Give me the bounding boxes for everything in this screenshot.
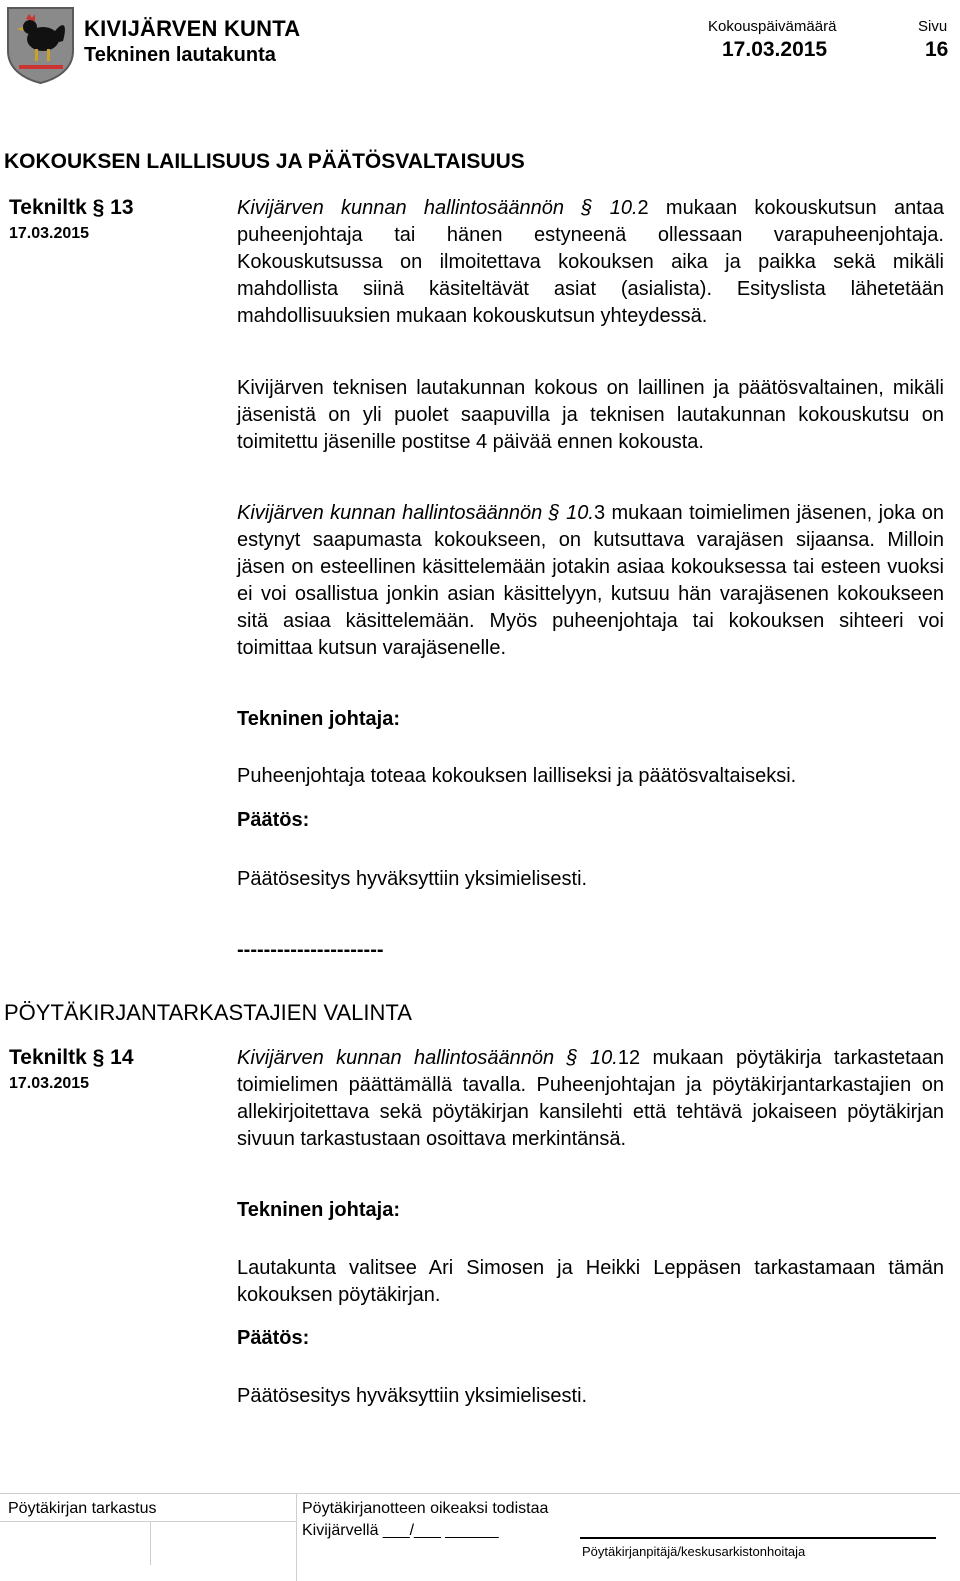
proposal-text: Lautakunta valitsee Ari Simosen ja Heikki Leppäsen tarkastamaan tämän kokouksen pöytäkirjan. (237, 1257, 944, 1306)
rule-reference: Kivijärven kunnan hallintosäännön § 10. (237, 197, 638, 219)
proposal-heading: Tekninen johtaja: (237, 708, 400, 730)
paragraph (237, 195, 944, 330)
meeting-date-value: 17.03.2015 (722, 38, 828, 61)
page-number: 16 (925, 38, 949, 61)
paragraph (237, 1045, 944, 1153)
signature-footer (0, 1493, 960, 1581)
case-date: 17.03.2015 (9, 1075, 90, 1092)
decision-text: Päätösesitys hyväksyttiin yksimielisesti. (237, 1385, 588, 1407)
page-label: Sivu (918, 18, 948, 35)
municipal-crest-logo (5, 5, 76, 85)
section-separator: ---------------------- (237, 939, 384, 961)
review-label: Pöytäkirjan tarkastus (8, 1500, 157, 1517)
rule-reference: Kivijärven kunnan hallintosäännön § 10. (237, 502, 594, 524)
decision-heading: Päätös: (237, 809, 310, 831)
rule-reference: Kivijärven kunnan hallintosäännön § 10. (237, 1047, 618, 1069)
decision-heading: Päätös: (237, 1327, 310, 1349)
decision-text: Päätösesitys hyväksyttiin yksimielisesti. (237, 868, 588, 890)
signature-line (580, 1537, 936, 1539)
paragraph (237, 500, 944, 662)
section-title: PÖYTÄKIRJANTARKASTAJIEN VALINTA (4, 1000, 412, 1025)
section-title: KOKOUKSEN LAILLISUUS JA PÄÄTÖSVALTAISUUS (4, 150, 525, 173)
signer-label: Pöytäkirjanpitäjä/keskusarkistonhoitaja (582, 1544, 806, 1559)
department-name: Tekninen lautakunta (84, 44, 276, 66)
meeting-date-label: Kokouspäivämäärä (708, 18, 837, 35)
paragraph: Kivijärven teknisen lautakunnan kokous on laillinen ja päätösvaltainen, mikäli jäsenistä on yli puolet saapuvilla ja teknisen lautakunnan kokouskutsu on toimitettu jäsenille postitse 4 päivää ennen kokousta. (237, 377, 944, 453)
paragraph-text: 3 mukaan toimielimen jäsenen, joka on estynyt saapumasta kokoukseen, on kutsuttava varajäsen sijaansa. Milloin jäsen on esteellinen käsittelemään jotakin asiaa kokouksessa tai esteen vuoksi ei voi osallistua jonkin asian käsittelyyn, kutsuu hän varajäsenen kokoukseen sitä asiaa käsittelemään. Myös puheenjohtaja tai kokouksen sihteeri voi toimittaa kutsun varajäsenelle. (237, 502, 944, 659)
place-date-field: Kivijärvellä ___/___ ______ (302, 1522, 499, 1539)
case-number: Tekniltk § 13 (9, 196, 134, 219)
paragraph-text: 12 mukaan pöytäkirja tarkastetaan toimielimen päättämällä tavalla. Puheenjohtajan ja pöytäkirjantarkastajien on allekirjoitettava sekä pöytäkirjan kansilehti että tehtävä jokaiseen pöytäkirjan sivuun tarkastustaan osoittava merkintänsä. (237, 1047, 944, 1150)
paragraph-text: 2 mukaan kokouskutsun antaa puheenjohtaja tai hänen estyneenä ollessaan varapuheenjohtaja. Kokouskutsussa on ilmoitettava kokouksen aika ja paikka sekä mikäli mahdollista siinä käsiteltävät asiat (asialista). Esityslista lähetetään mahdollisuuksien mukaan kokouskutsun yhteydessä. (237, 197, 944, 327)
organization-name: KIVIJÄRVEN KUNTA (84, 16, 301, 41)
case-number: Tekniltk § 14 (9, 1046, 134, 1069)
case-date: 17.03.2015 (9, 225, 90, 242)
proposal-text: Puheenjohtaja toteaa kokouksen lailliseksi ja päätösvaltaiseksi. (237, 765, 797, 787)
proposal-heading: Tekninen johtaja: (237, 1199, 400, 1221)
certify-label: Pöytäkirjanotteen oikeaksi todistaa (302, 1500, 549, 1517)
